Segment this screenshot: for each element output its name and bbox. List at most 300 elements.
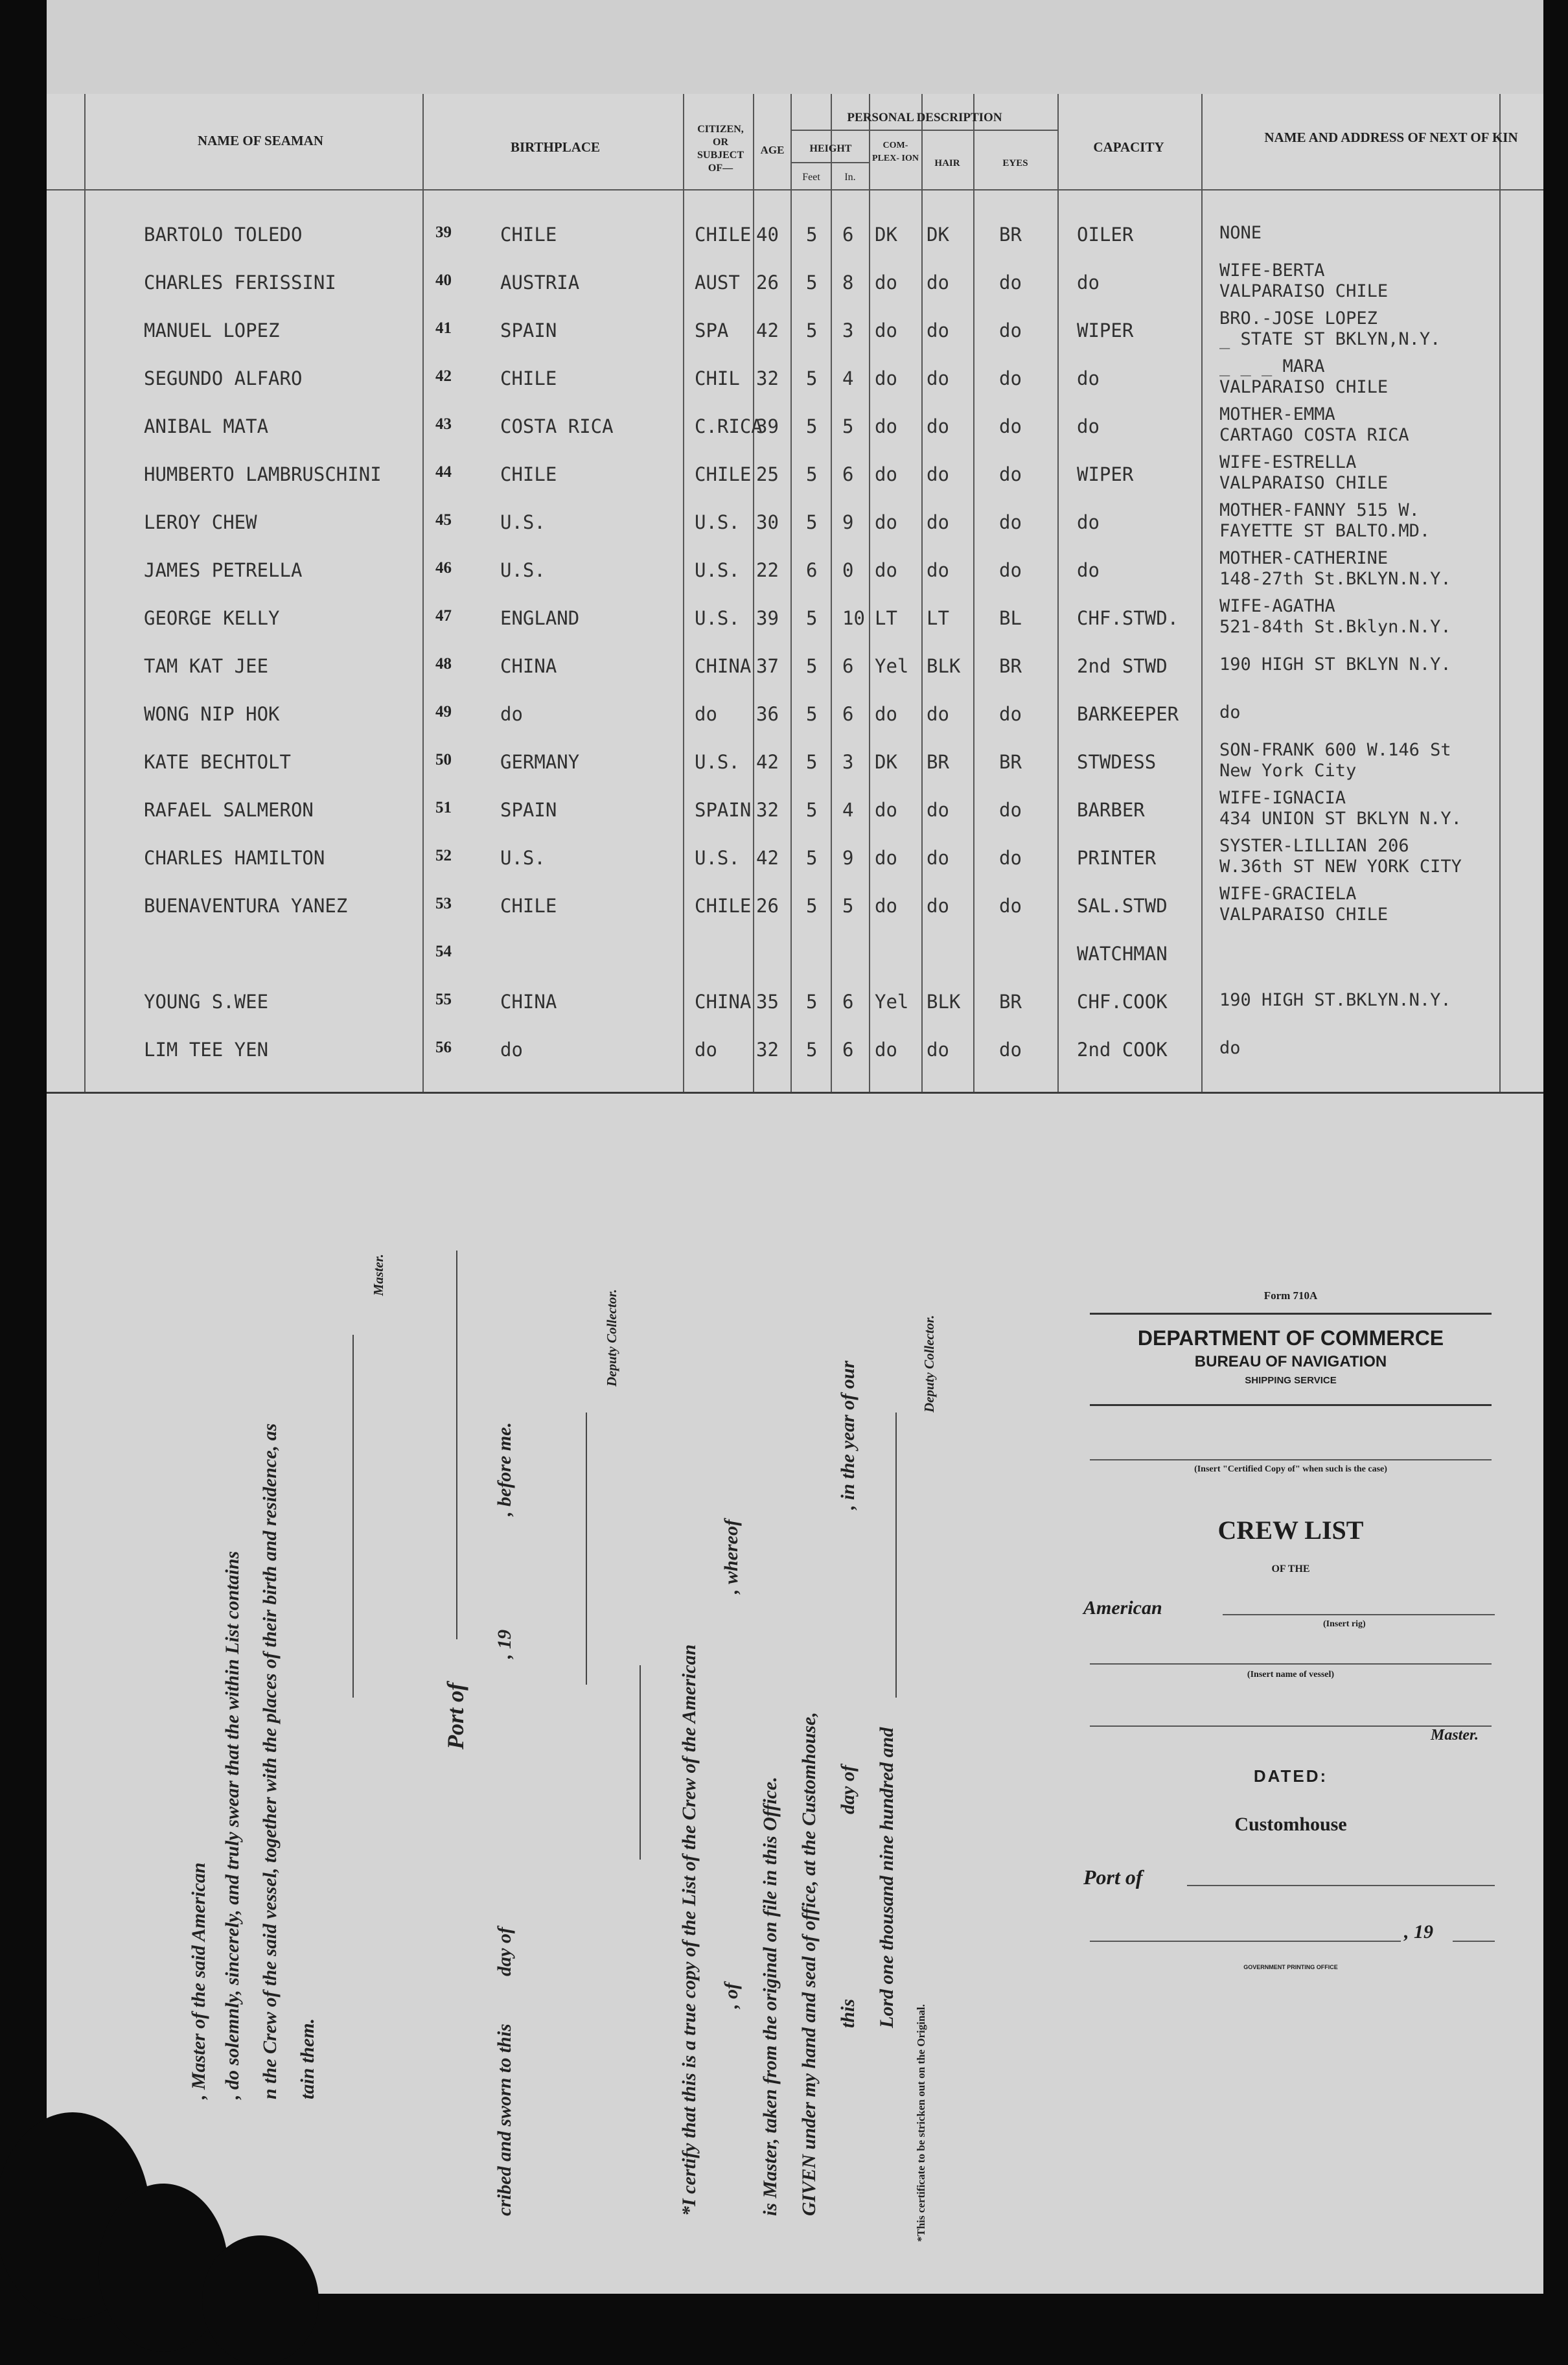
hair: BLK <box>927 655 961 677</box>
height-feet: 5 <box>806 1039 818 1061</box>
eyes: do <box>999 559 1022 581</box>
eyes: do <box>999 463 1022 485</box>
table-row <box>47 260 1543 312</box>
torn-corner <box>202 2235 319 2365</box>
complexion: do <box>875 319 897 341</box>
divider-line <box>640 1665 641 1860</box>
seaman-name: KATE BECHTOLT <box>144 751 291 773</box>
height-feet: 5 <box>806 511 818 533</box>
crew-list-cover <box>1064 1289 1517 1970</box>
line-number: 52 <box>435 847 452 864</box>
table-row <box>47 452 1543 503</box>
eyes: BR <box>999 655 1022 677</box>
table-row <box>47 404 1543 456</box>
citizenship: SPA <box>695 319 729 341</box>
oath-line-4: tain them. <box>297 2018 318 2099</box>
line-number: 48 <box>435 655 452 673</box>
age: 42 <box>756 319 779 341</box>
line-number: 56 <box>435 1039 452 1056</box>
cert-signature-line <box>895 1413 897 1698</box>
seaman-name: TAM KAT JEE <box>144 655 269 677</box>
line-number: 53 <box>435 895 452 912</box>
complexion: do <box>875 463 897 485</box>
age: 26 <box>756 271 779 294</box>
cert-line-2b: , whereof <box>721 1519 742 1594</box>
eyes: BR <box>999 751 1022 773</box>
capacity: do <box>1077 559 1100 581</box>
header-complexion: COM- PLEX- ION <box>872 141 919 163</box>
next-of-kin-line-1: _ _ _ MARA <box>1219 356 1325 376</box>
capacity: WIPER <box>1077 463 1134 485</box>
capacity: PRINTER <box>1077 847 1157 869</box>
header-citizen: CITIZEN, OR SUBJECT OF— <box>697 124 744 174</box>
cover-american: American <box>1083 1597 1162 1619</box>
citizenship: CHINA <box>695 991 752 1013</box>
birthplace: SPAIN <box>500 799 557 821</box>
vessel-name-line <box>1090 1663 1492 1665</box>
line-number: 42 <box>435 367 452 385</box>
age: 42 <box>756 847 779 869</box>
next-of-kin-line-1: BRO.-JOSE LOPEZ <box>1219 308 1378 329</box>
seaman-name: CHARLES FERISSINI <box>144 271 336 294</box>
header-inches: In. <box>844 172 856 183</box>
next-of-kin-line-1: MOTHER-FANNY 515 W. <box>1219 500 1420 520</box>
header-feet: Feet <box>802 172 820 183</box>
complexion: do <box>875 415 897 437</box>
next-of-kin-line-1: MOTHER-CATHERINE <box>1219 548 1389 568</box>
header-eyes: EYES <box>1002 158 1028 168</box>
birthplace: SPAIN <box>500 319 557 341</box>
height-inches: 4 <box>842 799 854 821</box>
table-row <box>47 740 1543 791</box>
header-capacity: CAPACITY <box>1093 139 1164 155</box>
capacity: BARBER <box>1077 799 1145 821</box>
complexion: LT <box>875 607 897 629</box>
birthplace: CHILE <box>500 367 557 389</box>
oath-master-label: Master. <box>371 1254 386 1296</box>
age: 26 <box>756 895 779 917</box>
hair: do <box>927 1039 949 1061</box>
table-row <box>47 943 1543 983</box>
height-feet: 5 <box>806 847 818 869</box>
capacity: 2nd STWD <box>1077 655 1168 677</box>
next-of-kin-line-2: VALPARAISO CHILE <box>1219 473 1389 493</box>
cert-line-5b: day of <box>837 1765 859 1814</box>
next-of-kin-line-1: WIFE-IGNACIA <box>1219 788 1346 808</box>
cover-dated: DATED: <box>1253 1766 1328 1786</box>
height-feet: 5 <box>806 895 818 917</box>
height-inches: 4 <box>842 367 854 389</box>
hair: BLK <box>927 991 961 1013</box>
eyes: do <box>999 799 1022 821</box>
birthplace: GERMANY <box>500 751 580 773</box>
cover-rule <box>1090 1404 1492 1406</box>
line-number: 47 <box>435 607 452 625</box>
oath-before-me: , before me. <box>494 1422 515 1516</box>
height-inches: 6 <box>842 655 854 677</box>
height-inches: 3 <box>842 319 854 341</box>
port-field <box>1064 1865 1517 1904</box>
table-rule <box>790 130 1057 131</box>
age: 35 <box>756 991 779 1013</box>
height-inches: 8 <box>842 271 854 294</box>
cover-port-of: Port of <box>1083 1865 1143 1889</box>
height-inches: 0 <box>842 559 854 581</box>
cert-footnote: *This certificate to be stricken out on the Original. <box>915 2004 927 2242</box>
complexion: do <box>875 559 897 581</box>
height-inches: 9 <box>842 511 854 533</box>
header-height: HEIGHT <box>809 143 852 154</box>
next-of-kin-line-1: do <box>1219 702 1241 722</box>
american-rig-field <box>1064 1597 1517 1637</box>
line-number: 54 <box>435 943 452 960</box>
birthplace: U.S. <box>500 847 546 869</box>
next-of-kin-line-1: do <box>1219 1038 1241 1058</box>
citizenship: CHILE <box>695 463 752 485</box>
cert-line-2a: , of <box>721 1983 742 2009</box>
seaman-name: LEROY CHEW <box>144 511 257 533</box>
oath-sworn: cribed and sworn to this <box>494 2024 515 2216</box>
age: 39 <box>756 415 779 437</box>
birthplace: CHILE <box>500 463 557 485</box>
hair: do <box>927 703 949 725</box>
height-inches: 9 <box>842 847 854 869</box>
table-rule <box>47 1092 1543 1094</box>
capacity: SAL.STWD <box>1077 895 1168 917</box>
height-feet: 5 <box>806 415 818 437</box>
next-of-kin-line-1: MOTHER-EMMA <box>1219 404 1335 424</box>
next-of-kin-line-2: 434 UNION ST BKLYN N.Y. <box>1219 809 1462 829</box>
next-of-kin-line-1: WIFE-GRACIELA <box>1219 884 1357 904</box>
next-of-kin-line-1: 190 HIGH ST.BKLYN.N.Y. <box>1219 990 1451 1010</box>
seaman-name: LIM TEE YEN <box>144 1039 269 1061</box>
complexion: DK <box>875 224 897 246</box>
birthplace: U.S. <box>500 511 546 533</box>
seaman-name: SEGUNDO ALFARO <box>144 367 303 389</box>
complexion: Yel <box>875 991 909 1013</box>
height-inches: 6 <box>842 991 854 1013</box>
complexion: do <box>875 367 897 389</box>
height-feet: 5 <box>806 463 818 485</box>
complexion: DK <box>875 751 897 773</box>
birthplace: CHINA <box>500 991 557 1013</box>
line-number: 49 <box>435 703 452 721</box>
table-rule <box>790 162 869 163</box>
capacity: do <box>1077 415 1100 437</box>
citizenship: do <box>695 703 717 725</box>
cover-year: , 19 <box>1404 1921 1433 1943</box>
height-inches: 5 <box>842 415 854 437</box>
age: 37 <box>756 655 779 677</box>
eyes: do <box>999 367 1022 389</box>
cover-title: CREW LIST <box>1217 1516 1364 1545</box>
rig-line <box>1223 1614 1495 1615</box>
next-of-kin-line-1: SON-FRANK 600 W.146 St <box>1219 740 1451 760</box>
cert-line-5a: this <box>837 1998 859 2028</box>
seaman-name: BUENAVENTURA YANEZ <box>144 895 348 917</box>
eyes: BR <box>999 991 1022 1013</box>
citizenship: AUST <box>695 271 740 294</box>
table-row <box>47 356 1543 408</box>
seaman-name: WONG NIP HOK <box>144 703 280 725</box>
table-row <box>47 500 1543 551</box>
height-feet: 5 <box>806 799 818 821</box>
next-of-kin-line-2: FAYETTE ST BALTO.MD. <box>1219 521 1431 541</box>
next-of-kin-line-2: _ STATE ST BKLYN,N.Y. <box>1219 329 1441 349</box>
height-inches: 5 <box>842 895 854 917</box>
birthplace: ENGLAND <box>500 607 580 629</box>
next-of-kin-line-1: WIFE-AGATHA <box>1219 596 1335 616</box>
birthplace: do <box>500 1039 523 1061</box>
height-feet: 5 <box>806 655 818 677</box>
height-feet: 5 <box>806 607 818 629</box>
hair: do <box>927 895 949 917</box>
height-feet: 5 <box>806 991 818 1013</box>
port-line <box>456 1251 457 1639</box>
complexion: do <box>875 271 897 294</box>
hair: do <box>927 319 949 341</box>
citizenship: SPAIN <box>695 799 752 821</box>
hair: do <box>927 799 949 821</box>
citizenship: U.S. <box>695 511 740 533</box>
table-row <box>47 308 1543 360</box>
complexion: do <box>875 703 897 725</box>
form-number: Form 710A <box>1263 1289 1318 1302</box>
header-birthplace: BIRTHPLACE <box>510 139 601 155</box>
line-number: 55 <box>435 991 452 1008</box>
date-line <box>1090 1941 1401 1942</box>
table-row <box>47 884 1543 935</box>
table-row <box>47 224 1543 264</box>
seaman-name: BARTOLO TOLEDO <box>144 224 303 246</box>
date-field <box>1064 1921 1517 1954</box>
birthplace: do <box>500 703 523 725</box>
capacity: do <box>1077 271 1100 294</box>
line-number: 43 <box>435 415 452 433</box>
table-row <box>47 1039 1543 1079</box>
cover-printer: GOVERNMENT PRINTING OFFICE <box>1243 1964 1338 1970</box>
hair: BR <box>927 751 949 773</box>
cover-customhouse: Customhouse <box>1234 1814 1347 1835</box>
hair: do <box>927 271 949 294</box>
capacity: 2nd COOK <box>1077 1039 1168 1061</box>
hair: do <box>927 367 949 389</box>
eyes: do <box>999 511 1022 533</box>
capacity: STWDESS <box>1077 751 1157 773</box>
birthplace: U.S. <box>500 559 546 581</box>
birthplace: CHILE <box>500 224 557 246</box>
next-of-kin-line-1: 190 HIGH ST BKLYN N.Y. <box>1219 654 1451 675</box>
complexion: do <box>875 847 897 869</box>
master-signature-line <box>352 1335 354 1698</box>
header-next-of-kin: NAME AND ADDRESS OF NEXT OF KIN <box>1264 130 1518 145</box>
port-line <box>1187 1885 1495 1886</box>
birthplace: CHINA <box>500 655 557 677</box>
height-feet: 5 <box>806 703 818 725</box>
complexion: Yel <box>875 655 909 677</box>
eyes: BR <box>999 224 1022 246</box>
age: 32 <box>756 799 779 821</box>
next-of-kin-line-1: SYSTER-LILLIAN 206 <box>1219 836 1409 856</box>
cover-insert-rig: (Insert rig) <box>1323 1619 1366 1629</box>
crew-list-page <box>47 0 1543 2294</box>
cover-insert-certified: (Insert "Certified Copy of" when such is the case) <box>1194 1464 1387 1474</box>
citizenship: C.RICA <box>695 415 763 437</box>
seaman-name: RAFAEL SALMERON <box>144 799 314 821</box>
height-inches: 10 <box>842 607 865 629</box>
capacity: BARKEEPER <box>1077 703 1179 725</box>
eyes: do <box>999 847 1022 869</box>
table-row <box>47 596 1543 647</box>
age: 32 <box>756 1039 779 1061</box>
oath-line-1: , Master of the said American <box>188 1862 209 2099</box>
height-feet: 6 <box>806 559 818 581</box>
cert-line-4: GIVEN under my hand and seal of office, at the Customhouse, <box>798 1712 820 2216</box>
complexion: do <box>875 799 897 821</box>
height-inches: 6 <box>842 1039 854 1061</box>
hair: LT <box>927 607 949 629</box>
age: 36 <box>756 703 779 725</box>
eyes: do <box>999 319 1022 341</box>
seaman-name: ANIBAL MATA <box>144 415 269 437</box>
height-feet: 5 <box>806 224 818 246</box>
birthplace: CHILE <box>500 895 557 917</box>
cover-department: DEPARTMENT OF COMMERCE <box>1137 1326 1444 1350</box>
citizenship: CHILE <box>695 895 752 917</box>
capacity: do <box>1077 511 1100 533</box>
age: 32 <box>756 367 779 389</box>
header-hair: HAIR <box>934 158 960 168</box>
line-number: 45 <box>435 511 452 529</box>
hair: do <box>927 463 949 485</box>
eyes: do <box>999 895 1022 917</box>
line-number: 50 <box>435 751 452 768</box>
cert-line-3: is Master, taken from the original on file in this Office. <box>759 1777 781 2216</box>
age: 42 <box>756 751 779 773</box>
capacity: WIPER <box>1077 319 1134 341</box>
height-feet: 5 <box>806 319 818 341</box>
oath-port-of: Port of <box>443 1683 468 1749</box>
next-of-kin-line-1: NONE <box>1219 223 1262 243</box>
height-feet: 5 <box>806 751 818 773</box>
top-margin <box>47 0 1543 96</box>
age: 22 <box>756 559 779 581</box>
age: 39 <box>756 607 779 629</box>
capacity: WATCHMAN <box>1077 943 1168 965</box>
birthplace: AUSTRIA <box>500 271 580 294</box>
height-feet: 5 <box>806 367 818 389</box>
hair: DK <box>927 224 949 246</box>
table-rule <box>47 189 1543 190</box>
hair: do <box>927 511 949 533</box>
cover-rule <box>1090 1313 1492 1315</box>
capacity: CHF.COOK <box>1077 991 1168 1013</box>
capacity: OILER <box>1077 224 1134 246</box>
complexion: do <box>875 895 897 917</box>
hair: do <box>927 415 949 437</box>
table-row <box>47 703 1543 743</box>
next-of-kin-line-1: WIFE-BERTA <box>1219 260 1325 281</box>
next-of-kin-line-2: VALPARAISO CHILE <box>1219 905 1389 925</box>
age: 30 <box>756 511 779 533</box>
next-of-kin-line-1: WIFE-ESTRELLA <box>1219 452 1357 472</box>
height-inches: 3 <box>842 751 854 773</box>
birthplace: COSTA RICA <box>500 415 614 437</box>
line-number: 41 <box>435 319 452 337</box>
seaman-name: JAMES PETRELLA <box>144 559 303 581</box>
cover-insert-name: (Insert name of vessel) <box>1247 1670 1335 1679</box>
cert-line-6: Lord one thousand nine hundred and <box>876 1727 897 2028</box>
table-row <box>47 655 1543 695</box>
citizenship: U.S. <box>695 751 740 773</box>
next-of-kin-line-2: 148-27th St.BKLYN.N.Y. <box>1219 569 1451 589</box>
deputy-signature-line <box>586 1413 587 1685</box>
cert-line-5c: , in the year of our <box>837 1360 859 1510</box>
line-number: 51 <box>435 799 452 816</box>
citizenship: CHINA <box>695 655 752 677</box>
hair: do <box>927 847 949 869</box>
seaman-name: GEORGE KELLY <box>144 607 280 629</box>
citizenship: U.S. <box>695 847 740 869</box>
header-age: AGE <box>760 144 785 156</box>
table-row <box>47 991 1543 1031</box>
table-row <box>47 548 1543 599</box>
citizenship: CHILE <box>695 224 752 246</box>
oath-deputy-collector: Deputy Collector. <box>604 1289 619 1387</box>
citizenship: U.S. <box>695 607 740 629</box>
next-of-kin-line-2: CARTAGO COSTA RICA <box>1219 425 1409 445</box>
oath-day-of: day of <box>494 1927 515 1976</box>
citizenship: CHIL <box>695 367 740 389</box>
next-of-kin-line-2: VALPARAISO CHILE <box>1219 377 1389 397</box>
height-feet: 5 <box>806 271 818 294</box>
age: 25 <box>756 463 779 485</box>
header-personal-description: PERSONAL DESCRIPTION <box>847 111 1002 124</box>
eyes: do <box>999 1039 1022 1061</box>
age: 40 <box>756 224 779 246</box>
citizenship: U.S. <box>695 559 740 581</box>
line-number: 44 <box>435 463 452 481</box>
next-of-kin-line-2: 521-84th St.Bklyn.N.Y. <box>1219 617 1451 637</box>
year-line <box>1453 1941 1495 1942</box>
seaman-name: YOUNG S.WEE <box>144 991 269 1013</box>
eyes: BL <box>999 607 1022 629</box>
oath-line-2: , do solemnly, sincerely, and truly swear that the within List contains <box>222 1551 243 2099</box>
capacity: CHF.STWD. <box>1077 607 1179 629</box>
height-inches: 6 <box>842 463 854 485</box>
cover-master: Master. <box>1430 1727 1479 1744</box>
oath-year: , 19 <box>494 1630 515 1659</box>
citizenship: do <box>695 1039 717 1061</box>
next-of-kin-line-2: VALPARAISO CHILE <box>1219 281 1389 301</box>
cover-bureau: BUREAU OF NAVIGATION <box>1194 1353 1387 1370</box>
seaman-name: MANUEL LOPEZ <box>144 319 280 341</box>
hair: do <box>927 559 949 581</box>
header-name: NAME OF SEAMAN <box>197 133 324 148</box>
eyes: do <box>999 271 1022 294</box>
height-inches: 6 <box>842 703 854 725</box>
capacity: do <box>1077 367 1100 389</box>
certified-copy-line <box>1090 1459 1492 1460</box>
seaman-name: CHARLES HAMILTON <box>144 847 325 869</box>
oath-line-3: n the Crew of the said vessel, together with the places of their birth and residence, as <box>259 1423 281 2099</box>
line-number: 39 <box>435 224 452 241</box>
cover-of-the: OF THE <box>1271 1563 1310 1575</box>
complexion: do <box>875 511 897 533</box>
line-number: 46 <box>435 559 452 577</box>
table-row <box>47 788 1543 839</box>
eyes: do <box>999 703 1022 725</box>
